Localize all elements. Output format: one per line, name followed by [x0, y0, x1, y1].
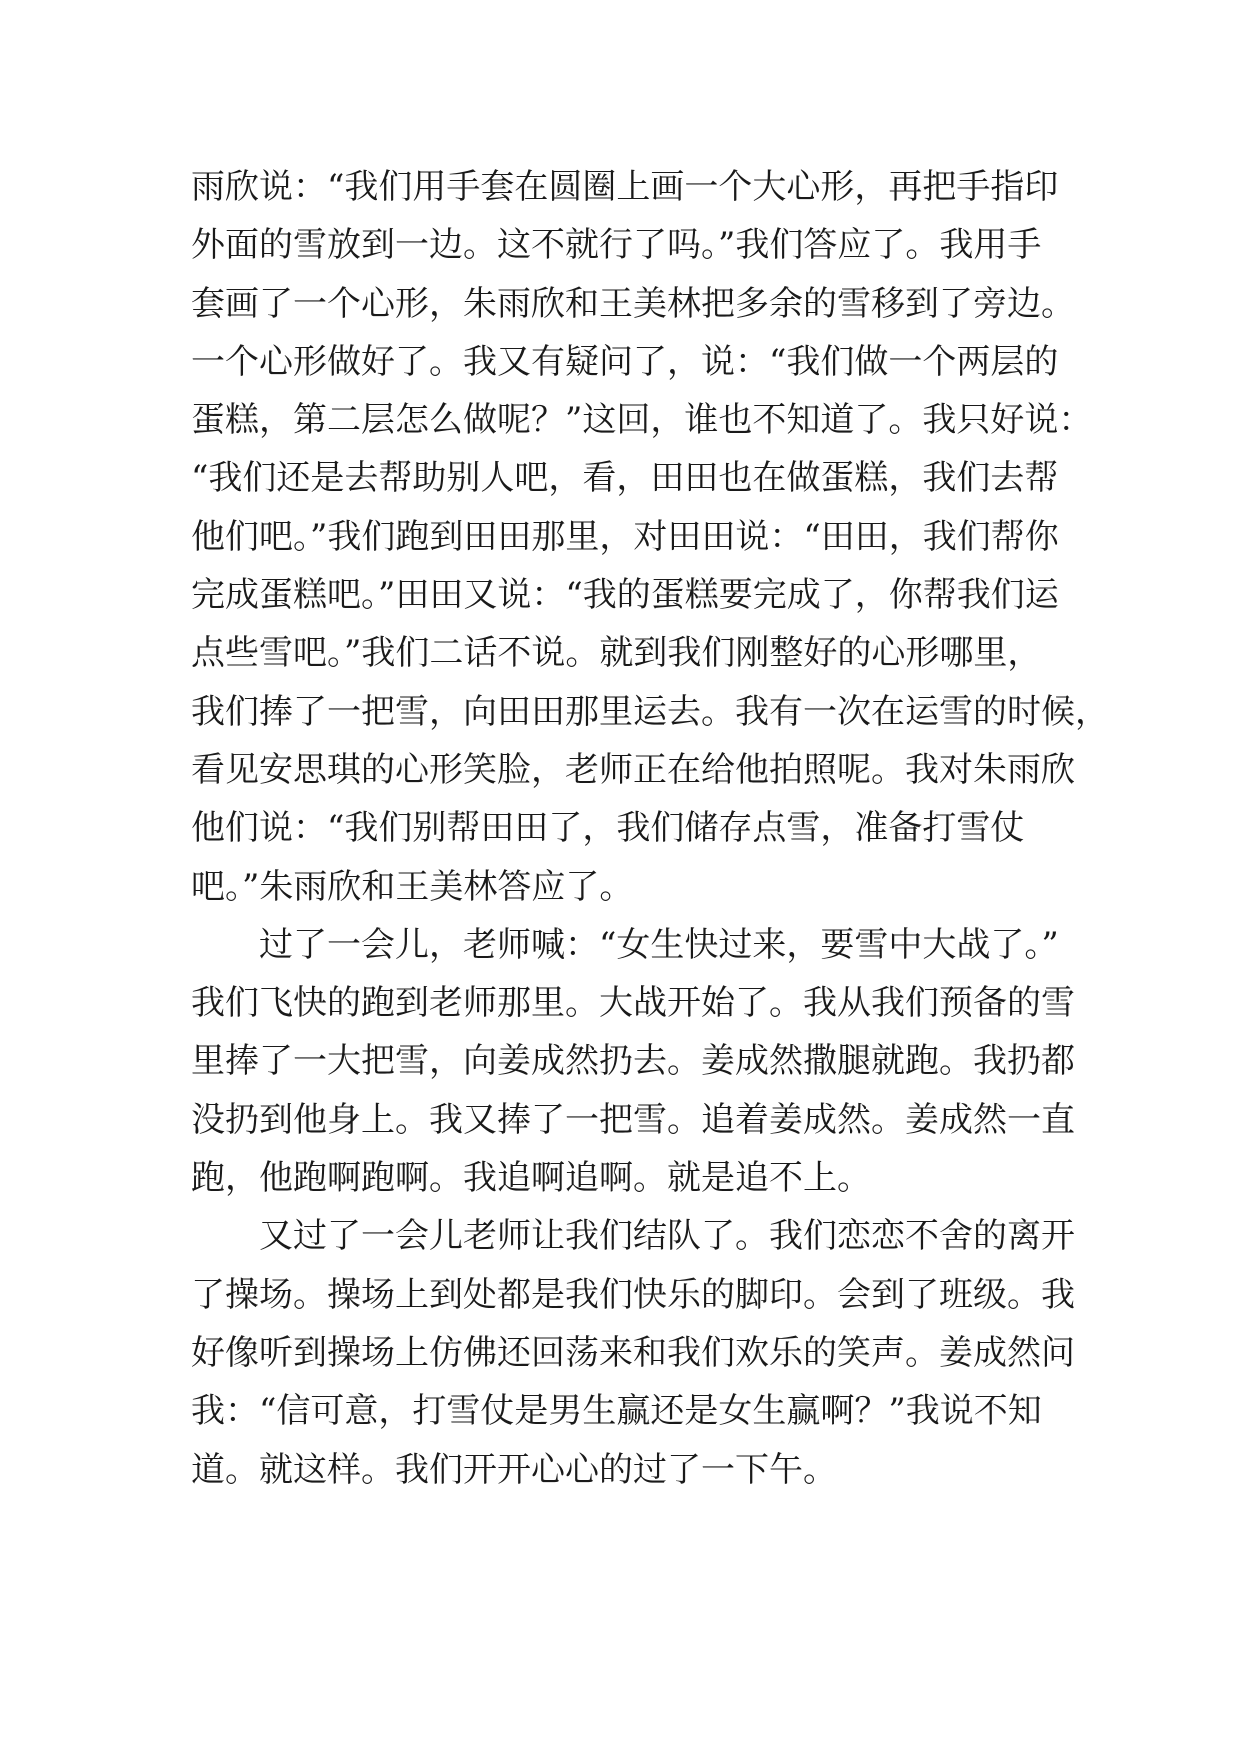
text-line: 套画了一个心形，朱雨欣和王美林把多余的雪移到了旁边。	[191, 283, 1075, 324]
text-line: 看见安思琪的心形笑脸，老师正在给他拍照呢。我对朱雨欣	[191, 749, 1075, 790]
text-line: 点些雪吧。”我们二话不说。就到我们刚整好的心形哪里，	[191, 633, 1042, 674]
text-line: 我们飞快的跑到老师那里。大战开始了。我从我们预备的雪	[191, 983, 1075, 1024]
paragraph-start-line: 过了一会儿，老师喊：“女生快过来，要雪中大战了。”	[259, 924, 1059, 965]
text-line: 道。就这样。我们开开心心的过了一下午。	[191, 1449, 837, 1490]
text-line: 跑，他跑啊跑啊。我追啊追啊。就是追不上。	[191, 1158, 871, 1199]
text-line: 外面的雪放到一边。这不就行了吗。”我们答应了。我用手	[191, 225, 1042, 266]
text-line: 了操场。操场上到处都是我们快乐的脚印。会到了班级。我	[191, 1274, 1075, 1315]
text-line: 我们捧了一把雪，向田田那里运去。我有一次在运雪的时候，	[191, 691, 1109, 732]
text-line: 里捧了一大把雪，向姜成然扔去。姜成然撒腿就跑。我扔都	[191, 1041, 1075, 1082]
text-line: 他们吧。”我们跑到田田那里，对田田说：“田田，我们帮你	[191, 516, 1059, 557]
text-line: 吧。”朱雨欣和王美林答应了。	[191, 866, 634, 907]
text-line: 好像听到操场上仿佛还回荡来和我们欢乐的笑声。姜成然问	[191, 1332, 1075, 1373]
text-line: 他们说：“我们别帮田田了，我们储存点雪，准备打雪仗	[191, 808, 1025, 849]
paragraph-start-line: 又过了一会儿老师让我们结队了。我们恋恋不舍的离开	[259, 1216, 1075, 1257]
text-line: 没扔到他身上。我又捧了一把雪。追着姜成然。姜成然一直	[191, 1099, 1075, 1140]
text-line: 完成蛋糕吧。”田田又说：“我的蛋糕要完成了，你帮我们运	[191, 575, 1059, 616]
document-body	[191, 158, 1109, 1499]
text-line: 雨欣说：“我们用手套在圆圈上画一个大心形，再把手指印	[191, 167, 1059, 207]
text-line: 蛋糕，第二层怎么做呢？”这回，谁也不知道了。我只好说：	[191, 400, 1093, 441]
text-line: 一个心形做好了。我又有疑问了，说：“我们做一个两层的	[191, 341, 1059, 382]
text-line: “我们还是去帮助别人吧，看，田田也在做蛋糕，我们去帮	[191, 458, 1059, 499]
text-line: 我：“信可意，打雪仗是男生赢还是女生赢啊？”我说不知	[191, 1391, 1042, 1432]
